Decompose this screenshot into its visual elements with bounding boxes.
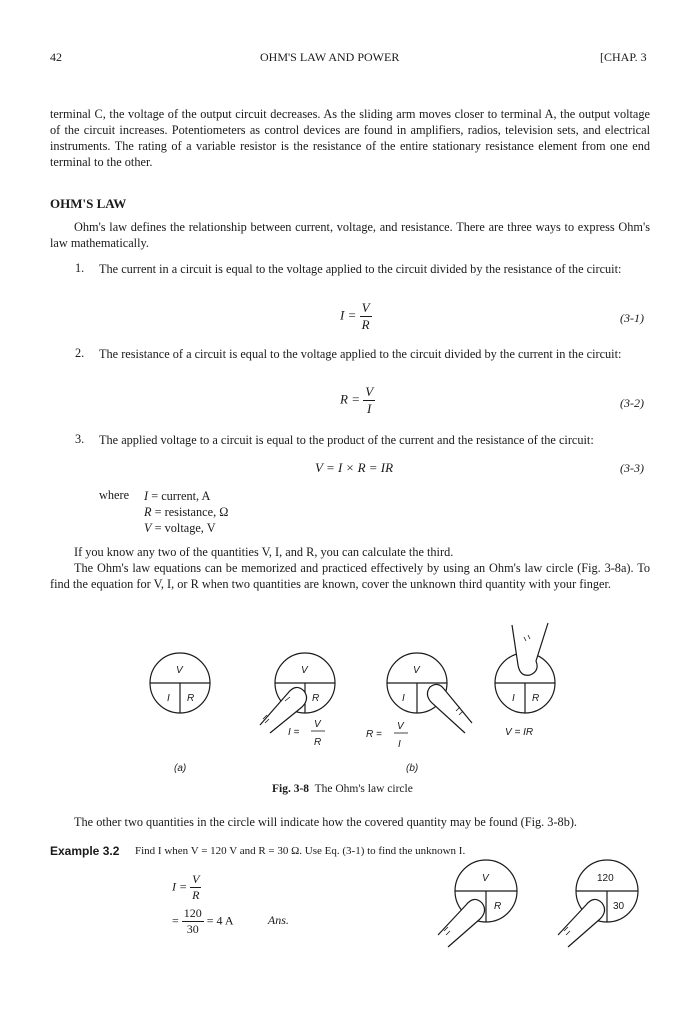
intro-paragraph: terminal C, the voltage of the output circuit decreases. As the sliding arm moves closer to terminal A, the output voltage of the circuit increases. Potentiometers as control devices are found in amplifiers, radios, television sets, and electrical instruments. The rating of a variable resistor is the resistance of the entire stationary resistance element from one end terminal to the other. — [50, 107, 650, 169]
example-line2-lhs: = — [172, 913, 179, 928]
where-definitions — [144, 488, 228, 536]
item-text-2: The resistance of a circuit is equal to the voltage applied to the circuit divided by the current in the circuit: — [99, 347, 622, 361]
fig-eq-i-den: R — [314, 737, 322, 748]
where-definition: = current, A — [151, 489, 211, 503]
circle-b3-label-i: I — [512, 693, 515, 704]
section-heading: OHM'S LAW — [50, 196, 127, 211]
chapter-label: [CHAP. 3 — [600, 50, 647, 64]
fig-eq-i-num: V — [314, 719, 321, 730]
eq2-numerator: V — [365, 384, 374, 399]
where-symbol: V — [144, 521, 152, 535]
item-number-1: 1. — [75, 261, 85, 275]
example-line1-num: V — [192, 872, 200, 886]
circle-a-label-r: R — [187, 693, 195, 704]
example-circle-value-right: 30 — [613, 901, 625, 912]
fig-eq-v: V = IR — [505, 727, 534, 738]
running-title: OHM'S LAW AND POWER — [260, 50, 400, 64]
equation-3-2 — [340, 384, 375, 417]
item-number-3: 3. — [75, 432, 85, 446]
fig-eq-i-lhs: I = — [288, 727, 300, 738]
circle-b3-label-r: R — [532, 693, 540, 704]
where-word: where — [99, 488, 130, 502]
circle-b2-label-v: V — [413, 665, 420, 676]
example-circles — [420, 855, 660, 960]
paragraph-ohms-circle: The Ohm's law equations can be memorized and practiced effectively by using an Ohm's law circle (Fig. 3-8a). To find the equation for V, I, or R when two quantities are known, cover the unknown third quantity with your finger. — [50, 561, 650, 591]
where-row — [144, 520, 228, 536]
circle-a-label-v: V — [176, 665, 183, 676]
eq1-lhs: I = — [340, 307, 357, 323]
example-label: Example 3.2 — [50, 844, 120, 858]
equation-label-3-3: (3-3) — [620, 461, 644, 475]
example-line2-result: = 4 A — [206, 913, 233, 928]
example-statement: Find I when V = 120 V and R = 30 Ω. Use Eq. (3-1) to find the unknown I. — [135, 845, 466, 857]
where-symbol: R — [144, 505, 152, 519]
subfigure-label-b: (b) — [406, 763, 419, 774]
where-definition: = resistance, Ω — [154, 505, 229, 519]
example-circle-label-v: V — [482, 873, 489, 884]
example-line2-num: 120 — [183, 906, 202, 920]
example-line-2 — [172, 906, 289, 937]
section-intro: Ohm's law defines the relationship between current, voltage, and resistance. There are three ways to express Ohm's law mathematically. — [50, 220, 650, 250]
where-row — [144, 504, 228, 520]
equation-label-3-1: (3-1) — [620, 311, 644, 325]
finger-icon — [558, 899, 605, 947]
finger-icon — [438, 899, 485, 947]
example-circle-value-top: 120 — [597, 873, 614, 884]
eq1-numerator: V — [361, 300, 370, 315]
finger-icon — [427, 684, 472, 733]
figure-ohms-law-circle — [120, 615, 600, 775]
eq1-denominator: R — [361, 317, 370, 332]
example-answer-label: Ans. — [267, 913, 289, 928]
circle-b2-label-i: I — [402, 693, 405, 704]
eq2-lhs: R = — [340, 391, 360, 407]
finger-icon — [512, 623, 548, 675]
eq2-denominator: I — [363, 400, 375, 417]
example-line1-den: R — [192, 888, 200, 902]
example-line1-lhs: I = — [172, 879, 188, 894]
item-text-3: The applied voltage to a circuit is equal to the product of the current and the resistance of the circuit: — [99, 433, 594, 447]
where-row — [144, 488, 228, 504]
figure-caption — [272, 783, 413, 795]
where-symbol: I — [144, 489, 149, 503]
item-number-2: 2. — [75, 346, 85, 360]
paragraph-after-figure: The other two quantities in the circle will indicate how the covered quantity may be found (Fig. 3-8b). — [74, 815, 578, 829]
fig-eq-r-den: I — [398, 739, 401, 750]
caption-label: Fig. 3-8 — [272, 783, 310, 795]
circle-b1-label-r: R — [312, 693, 320, 704]
item-text-1: The current in a circuit is equal to the voltage applied to the circuit divided by the resistance of the circuit: — [99, 262, 622, 276]
circle-a — [150, 653, 210, 713]
example-line2-den: 30 — [182, 921, 204, 937]
example-circle-label-r: R — [494, 901, 502, 912]
subfigure-label-a: (a) — [174, 763, 187, 774]
caption-text: The Ohm's law circle — [314, 783, 413, 795]
page-number: 42 — [50, 50, 62, 64]
fig-eq-r-lhs: R = — [366, 729, 382, 740]
equation-3-1 — [340, 300, 372, 333]
circle-b1-label-v: V — [301, 665, 308, 676]
circle-a-label-i: I — [167, 693, 170, 704]
finger-icon — [260, 687, 307, 733]
equation-label-3-2: (3-2) — [620, 396, 644, 410]
fig-eq-r-num: V — [397, 721, 404, 732]
example-line-1 — [172, 872, 201, 903]
where-definition: = voltage, V — [154, 521, 216, 535]
equation-3-3: V = I × R = IR — [315, 460, 394, 475]
paragraph-know-two: If you know any two of the quantities V, I, and R, you can calculate the third. — [74, 545, 454, 559]
